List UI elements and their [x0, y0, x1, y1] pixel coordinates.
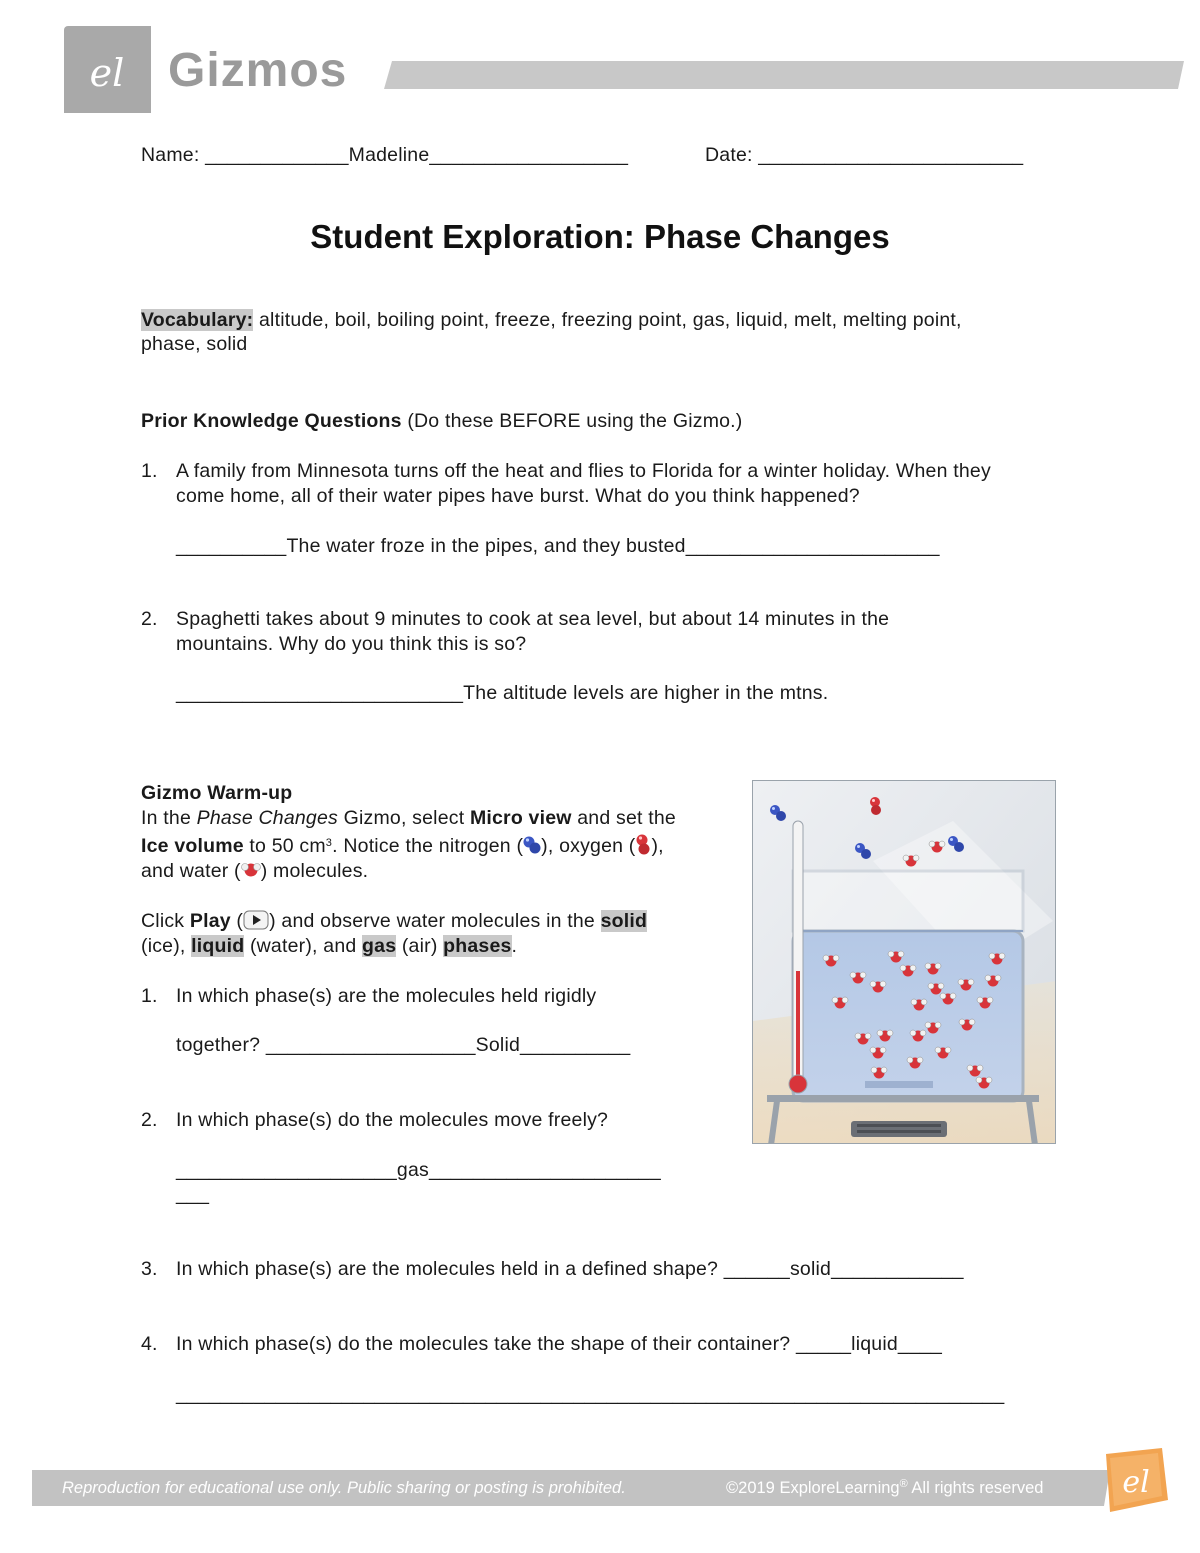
page-title: Student Exploration: Phase Changes: [310, 218, 890, 255]
header-bar: [384, 61, 1184, 89]
name-label: Name:: [141, 144, 200, 166]
pk-q1-number: 1.: [141, 460, 158, 482]
brand-name: Gizmos: [168, 44, 348, 97]
warmup-p1-line-1: In the Phase Changes Gizmo, select Micro view and set the: [141, 807, 676, 829]
wu-q1-answer: together? ___________________Solid__________: [176, 1034, 631, 1056]
vocabulary-line-1: [141, 308, 962, 333]
el-logo-icon: [64, 26, 151, 113]
vocabulary-terms: altitude, boil, boiling point, freeze, freezing point, gas, liquid, melt, melting point,: [253, 309, 962, 331]
nitrogen-molecule-icon: [523, 835, 541, 855]
vocabulary-label: Vocabulary:: [141, 309, 254, 331]
wu-q2-answer: ____________________gas_____________________: [176, 1159, 661, 1181]
phase-changes-simulation-image: [752, 780, 1056, 1144]
pk-q2-line-1: Spaghetti takes about 9 minutes to cook at sea level, but about 14 minutes in the: [176, 608, 890, 630]
warmup-heading: Gizmo Warm-up: [141, 782, 293, 804]
pk-q2-number: 2.: [141, 608, 158, 630]
explorelearning-corner-logo-icon: [1098, 1448, 1170, 1512]
warmup-p2-line-1: Click Play ( ) and observe water molecules in the solid: [141, 910, 648, 932]
warmup-p1-line-2: Ice volume to 50 $cm^3$. Notice the nitrogen ( ), oxygen ( ),: [141, 835, 664, 857]
wu-q3-line-1: In which phase(s) are the molecules held in a defined shape? ______solid____________: [176, 1258, 964, 1280]
footer-copyright: ©2019 ExploreLearning® All rights reserved: [726, 1478, 1044, 1497]
name-line: [141, 143, 628, 168]
wu-q3-number: 3.: [141, 1258, 158, 1280]
warmup-p2-line-2: (ice), liquid (water), and gas (air) phases.: [141, 935, 518, 957]
oxygen-molecule-icon: [635, 834, 651, 856]
date-line: [705, 143, 1023, 168]
pk-q2-answer: __________________________The altitude levels are higher in the mtns.: [176, 682, 829, 704]
svg-text:el: el: [89, 51, 125, 95]
pk-q1-answer: __________The water froze in the pipes, and they busted_______________________: [176, 535, 940, 557]
date-label: Date:: [705, 144, 753, 166]
pk-q2-line-2: mountains. Why do you think this is so?: [176, 633, 527, 655]
play-button-icon: [243, 910, 269, 930]
footer-notice: Reproduction for educational use only. Public sharing or posting is prohibited.: [62, 1479, 626, 1497]
svg-text:el: el: [1122, 1465, 1150, 1500]
gizmos-logo: [64, 26, 151, 113]
wu-q4-answer: ___________________________________________________________________________: [176, 1383, 1005, 1405]
vocabulary-line-2: phase, solid: [141, 333, 248, 355]
warmup-p1-line-3: and water ( ) molecules.: [141, 860, 369, 882]
wu-q4-number: 4.: [141, 1333, 158, 1355]
wu-q2-answer-cont: ___: [176, 1183, 210, 1205]
wu-q2-number: 2.: [141, 1109, 158, 1131]
pk-q1-line-1: A family from Minnesota turns off the heat and flies to Florida for a winter holiday. When they: [176, 460, 991, 482]
water-molecule-icon: [241, 861, 261, 879]
wu-q4-line-1: In which phase(s) do the molecules take the shape of their container? _____liquid____: [176, 1333, 943, 1355]
wu-q1-line-1: In which phase(s) are the molecules held rigidly: [176, 985, 597, 1007]
wu-q2-line-1: In which phase(s) do the molecules move freely?: [176, 1109, 609, 1131]
pk-q1-line-2: come home, all of their water pipes have burst. What do you think happened?: [176, 485, 860, 507]
date-value: ________________________: [758, 144, 1024, 166]
wu-q1-number: 1.: [141, 985, 158, 1007]
name-value: _____________Madeline__________________: [205, 144, 629, 166]
prior-knowledge-heading: Prior Knowledge Questions (Do these BEFORE using the Gizmo.): [141, 410, 743, 432]
